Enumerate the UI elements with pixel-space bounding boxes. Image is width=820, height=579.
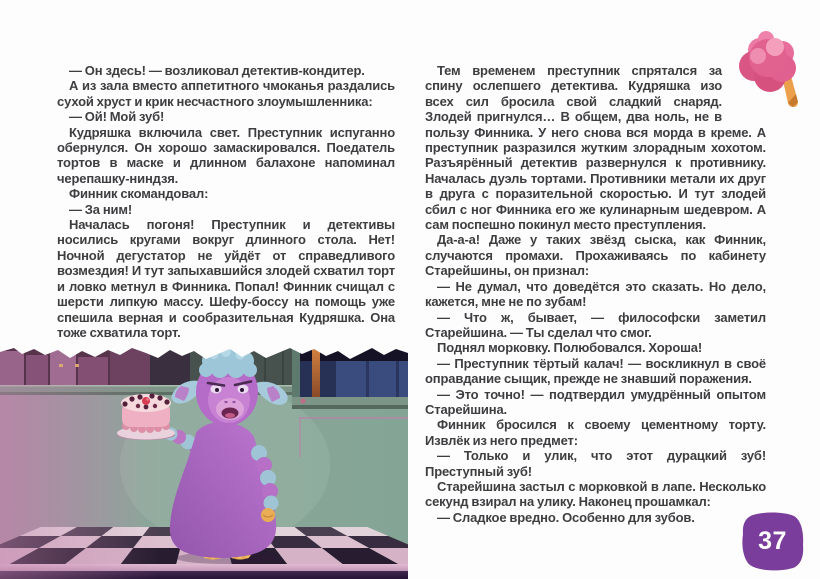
paragraph: Да-а-а! Даже у таких звёзд сыска, как Финник, случаются промахи. Прохаживаясь по кабинету Старейшины, он признал: [425,232,766,279]
paragraph: — Сладкое вредно. Особенно для зубов. [437,509,695,525]
left-text-column [57,63,395,340]
paragraph: — За ним! [69,201,133,217]
paragraph: Началась погоня! Преступник и детективы носились кругами вокруг длинного стола. Нет! Ночной дегустатор не уйдёт от справедливого возмездия! И тут запыхавшийся злодей схватил торт и ловко метнул в Финника. Попал! Финник счищал с шерсти липкую массу. Шефу-боссу на помощь уже спешила верная и сообразительная Кудряшка. Она тоже схватила торт. [57,217,395,340]
paragraph: — Только и улик, что этот дурацкий зуб! Преступный зуб! [425,448,766,479]
paragraph: — Преступник тёртый калач! — воскликнул в своё оправдание сыщик, прежде не знавший поражения. [425,355,766,387]
page-number-badge [740,511,805,573]
paragraph: — Это точно! — подтвердил умудрённый опытом Старейшина. [425,386,766,417]
paragraph: Поднял морковку. Полюбовался. Хороша! [437,340,703,356]
paragraph: А из зала вместо аппетитного чмоканья раздались сухой хруст и крик несчастного злоумышленника: [57,78,395,109]
paragraph: Старейшина застыл с морковкой в лапе. Несколько секунд взирал на улику. Наконец прошамкал: [425,478,766,510]
paragraph: — Что ж, бывает, — философски заметил Старейшина. — Ты сделал что смог. [425,309,766,340]
cotton-candy-graphic [730,28,808,108]
illustration-scene [0,345,408,579]
right-text-column [425,63,766,525]
paragraph: — Ой! Мой зуб! [69,109,165,125]
paragraph: Тем временем преступник спрятался за спину ослепшего детектива. Кудряшка изо всех сил бросила свой сладкий снаряд. Злодей пригнулся… В общем, два ноль, не в пользу Финника. У него снова вся морда в креме. А преступник разразился жутким злорадным хохотом. Разъярённый детектив развернулся к противнику. Началась дуэль тортами. Противники метали их друг в друга с поразительной скоростью. И тут злодей сбил с ног Финника его же кулинарным шедевром. А сам поспешно покинул место преступления. [425,63,766,233]
page-number: 37 [758,526,787,555]
birthday-cake [117,393,175,440]
paragraph: — Не думал, что доведётся это сказать. Но дело, кажется, мне не по зубам! [425,278,766,310]
paragraph: Финник бросился к своему цементному торту. Извлёк из него предмет: [425,417,766,448]
story-illustration [0,345,408,579]
paragraph: Кудряшка включила свет. Преступник испуганно обернулся. Он хорошо замаскировался. Поедатель тортов в маске и длинном балахоне напоминал черепашку-ниндзя. [57,124,395,186]
cotton-candy-icon [730,28,808,108]
paragraph: — Он здесь! — возликовал детектив-кондитер. [69,63,365,78]
paragraph: Финник скомандовал: [69,186,209,202]
